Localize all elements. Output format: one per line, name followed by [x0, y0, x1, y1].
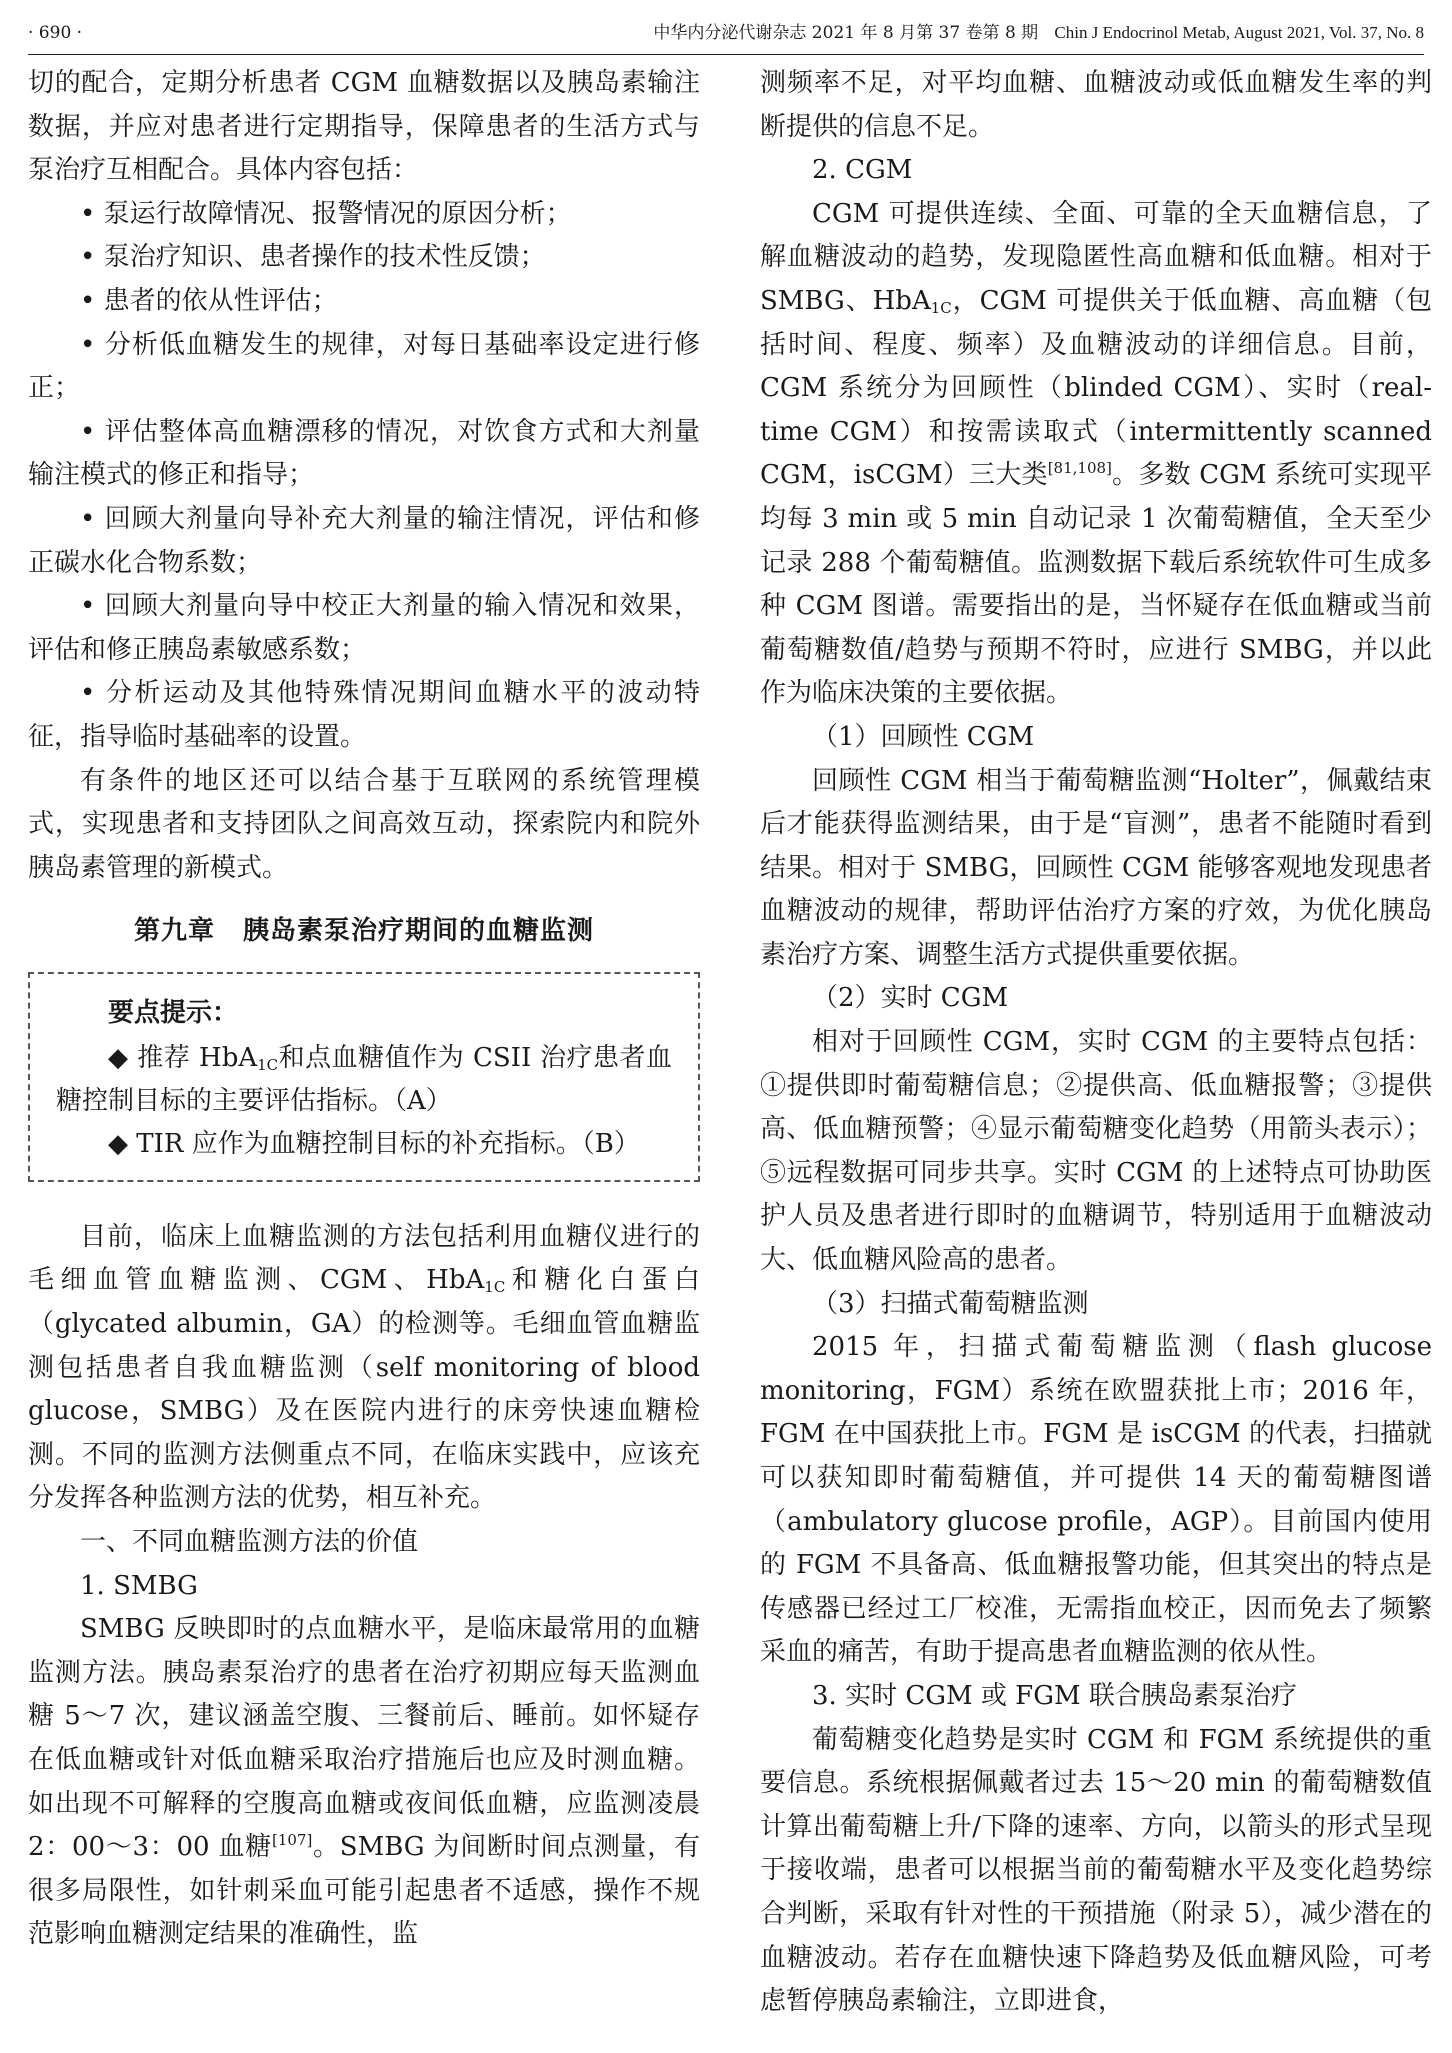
key-point-item: ◆ 推荐 HbA$_{1C}$和点血糖值作为 CSII 治疗患者血糖控制目标的主要评估指标。（A） [56, 1042, 672, 1116]
subsection-heading: 2. CGM [812, 155, 913, 186]
chapter-number: 第九章 [133, 916, 215, 947]
subsection-heading: 1. SMBG [80, 1570, 198, 1601]
chapter-title: 胰岛素泵治疗期间的血糖监测 [243, 916, 595, 947]
paragraph-internet-management: 有条件的地区还可以结合基于互联网的系统管理模式，实现患者和支持团队之间高效互动，探索院内和院外胰岛素管理的新模式。 [28, 765, 700, 883]
left-column [28, 62, 700, 1957]
paragraph-continued: 切的配合，定期分析患者 CGM 血糖数据以及胰岛素输注数据，并应对患者进行定期指导，保障患者的生活方式与泵治疗互相配合。具体内容包括： [28, 68, 700, 186]
list-item: • 泵运行故障情况、报警情况的原因分析； [80, 198, 572, 229]
list-item: • 评估整体高血糖漂移的情况，对饮食方式和大剂量输注模式的修正和指导； [28, 416, 700, 491]
citation-ref: [107] [271, 1831, 313, 1850]
journal-name-en: Chin J Endocrinol Metab, August 2021, Vol. 37, No. 8 [1054, 23, 1424, 42]
list-item: • 回顾大剂量向导中校正大剂量的输入情况和效果，评估和修正胰岛素敏感系数； [28, 591, 700, 665]
paragraph-smbg: SMBG 反映即时的点血糖水平，是临床最常用的血糖监测方法。胰岛素泵治疗的患者在治疗初期应每天监测血糖 5～7 次，建议涵盖空腹、三餐前后、睡前。如怀疑存在低血糖或针对低血糖采取治疗措施后也应及时测血糖。如出现不可解释的空腹高血糖或夜间低血糖，应监测凌晨 2：00～3：00 血糖[107]。SMBG 为间断时间点测量，有很多局限性，如针刺采血可能引起患者不适感，操作不规范影响血糖测定结果的准确性，监 [28, 1614, 700, 1950]
citation-ref: [81,108] [1047, 459, 1112, 478]
key-point-item: ◆ TIR 应作为血糖控制目标的补充指标。（B） [108, 1128, 640, 1159]
subheading-realtime-cgm: （2）实时 CGM [812, 983, 1009, 1014]
key-points-box [28, 972, 700, 1182]
key-points-title: 要点提示： [108, 997, 239, 1028]
subheading-fgm: （3）扫描式葡萄糖监测 [812, 1288, 1089, 1319]
paragraph-combined-pump: 葡萄糖变化趋势是实时 CGM 和 FGM 系统提供的重要信息。系统根据佩戴者过去 15～20 min 的葡萄糖数值计算出葡萄糖上升/下降的速率、方向，以箭头的形式呈现于接收端，患者可以根据当前的葡萄糖水平及变化趋势综合判断，采取有针对性的干预措施（附录 5），减少潜在的血糖波动。若存在血糖快速下降趋势及低血糖风险，可考虑暂停胰岛素输注，立即进食， [760, 1724, 1432, 2017]
paragraph-continued: 测频率不足，对平均血糖、血糖波动或低血糖发生率的判断提供的信息不足。 [760, 68, 1432, 142]
paragraph-monitoring-methods: 目前，临床上血糖监测的方法包括利用血糖仪进行的毛细血管血糖监测、CGM、HbA$_{1C}$和糖化白蛋白（glycated albumin，GA）的检测等。毛细血管血糖监测包括患者自我血糖监测（self monitoring of blood glucose，SMBG）及在医院内进行的床旁快速血糖检测。不同的监测方法侧重点不同，在临床实践中，应该充分发挥各种监测方法的优势，相互补充。 [28, 1221, 700, 1514]
list-item: • 回顾大剂量向导补充大剂量的输注情况，评估和修正碳水化合物系数； [28, 503, 700, 578]
list-item: • 分析运动及其他特殊情况期间血糖水平的波动特征，指导临时基础率的设置。 [28, 678, 700, 752]
journal-citation [653, 18, 1424, 48]
paragraph-fgm: 2015 年，扫描式葡萄糖监测（flash glucose monitoring，FGM）系统在欧盟获批上市；2016 年，FGM 在中国获批上市。FGM 是 isCGM 的代表，扫描就可以获知即时葡萄糖值，并可提供 14 天的葡萄糖图谱（ambulatory glucose profile，AGP）。目前国内使用的 FGM 不具备高、低血糖报警功能，但其突出的特点是传感器已经过工厂校准，无需指血校正，因而免去了频繁采血的痛苦，有助于提高患者血糖监测的依从性。 [760, 1332, 1432, 1668]
paragraph-retrospective-cgm: 回顾性 CGM 相当于葡萄糖监测“Holter”，佩戴结束后才能获得监测结果，由于是“盲测”，患者不能随时看到结果。相对于 SMBG，回顾性 CGM 能够客观地发现患者血糖波动的规律，帮助评估治疗方案的疗效，为优化胰岛素治疗方案、调整生活方式提供重要依据。 [760, 765, 1432, 970]
subsection-heading: 3. 实时 CGM 或 FGM 联合胰岛素泵治疗 [812, 1680, 1297, 1711]
right-column [760, 62, 1432, 2024]
paragraph-realtime-cgm: 相对于回顾性 CGM，实时 CGM 的主要特点包括：①提供即时葡萄糖信息；②提供高、低血糖报警；③提供高、低血糖预警；④显示葡萄糖变化趋势（用箭头表示）；⑤远程数据可同步共享。实时 CGM 的上述特点可协助医护人员及患者进行即时的血糖调节，特别适用于血糖波动大、低血糖风险高的患者。 [760, 1027, 1432, 1276]
running-header [28, 18, 1424, 55]
page-number: · 690 · [28, 23, 83, 43]
subheading-retrospective-cgm: （1）回顾性 CGM [812, 721, 1035, 752]
list-item: • 分析低血糖发生的规律，对每日基础率设定进行修正； [28, 329, 700, 404]
chapter-heading [28, 910, 700, 954]
list-item: • 患者的依从性评估； [80, 285, 338, 316]
section-heading: 一、不同血糖监测方法的价值 [80, 1527, 419, 1558]
journal-name-cn: 中华内分泌代谢杂志 2021 年 8 月第 37 卷第 8 期 [653, 23, 1039, 43]
paragraph-cgm: CGM 可提供连续、全面、可靠的全天血糖信息，了解血糖波动的趋势，发现隐匿性高血糖和低血糖。相对于 SMBG、HbA$_{1C}$，CGM 可提供关于低血糖、高血糖（包括时间、程度、频率）及血糖波动的详细信息。目前，CGM 系统分为回顾性（blinded CGM）、实时（real-time CGM）和按需读取式（intermittently scanned CGM，isCGM）三大类[81,108]。多数 CGM 系统可实现平均每 3 min 或 5 min 自动记录 1 次葡萄糖值，全天至少记录 288 个葡萄糖值。监测数据下载后系统软件可生成多种 CGM 图谱。需要指出的是，当怀疑存在低血糖或当前葡萄糖数值/趋势与预期不符时，应进行 SMBG，并以此作为临床决策的主要依据。 [760, 198, 1432, 709]
list-item: • 泵治疗知识、患者操作的技术性反馈； [80, 242, 546, 273]
